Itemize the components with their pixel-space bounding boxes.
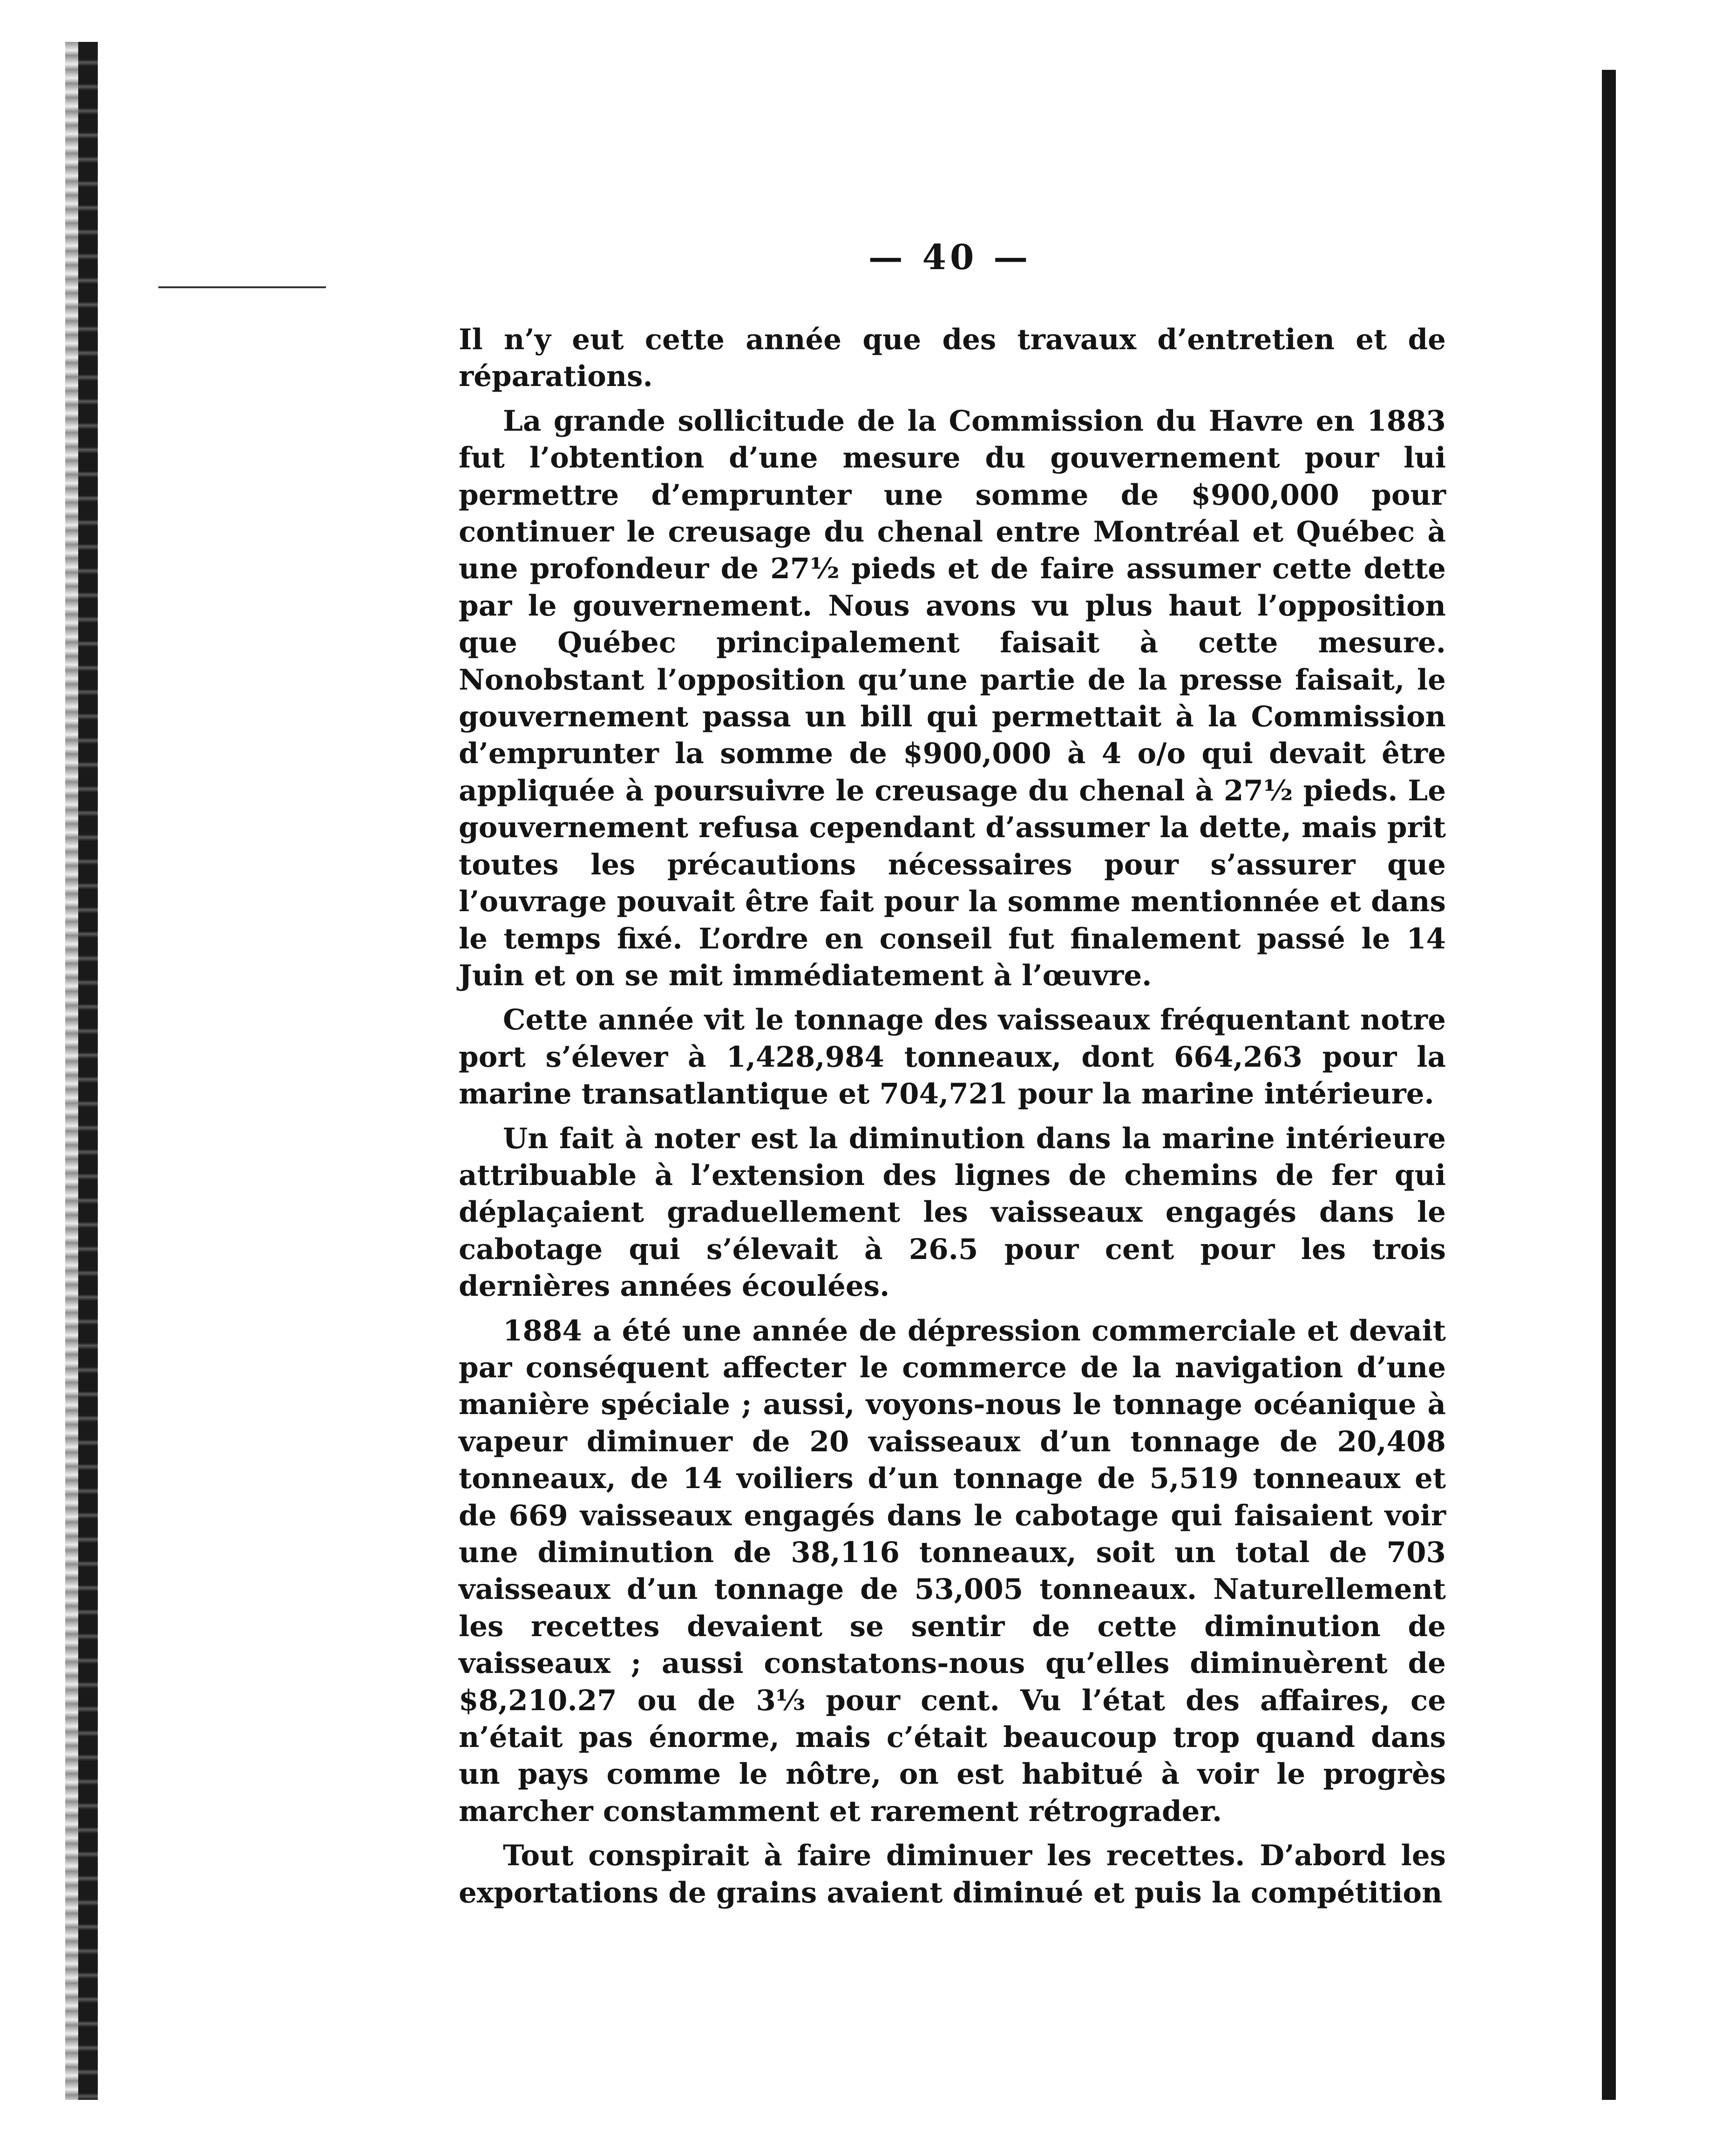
- scan-edge-right: [1602, 70, 1616, 2100]
- scan-mark: [158, 286, 326, 288]
- paragraph-1: Il n’y eut cette année que des travaux d’entretien et de réparations.: [459, 323, 1446, 393]
- scan-edge-shadow: [65, 42, 78, 2100]
- scan-edge-left: [78, 42, 98, 2100]
- body-text: [459, 321, 1446, 1919]
- paragraph-5: 1884 a été une année de dépression commerciale et devait par conséquent affecter le commerce de la navigation d’une manière spéciale ; aussi, voyons-nous le tonnage océanique à vapeur diminuer de 20 vaisseaux d’un tonnage de 20,408 tonneaux, de 14 voiliers d’un tonnage de 5,519 tonneaux et de 669 vaisseaux engagés dans le cabotage qui faisaient voir une diminution de 38,116 tonneaux, soit un total de 703 vaisseaux d’un tonnage de 53,005 tonneaux. Naturellement les recettes devaient se sentir de cette diminution de vaisseaux ; aussi constatons-nous qu’elles diminuèrent de $8,210.27 ou de 3⅓ pour cent. Vu l’état des affaires, ce n’était pas énorme, mais c’était beaucoup trop quand dans un pays comme le nôtre, on est habitué à voir le progrès marcher constamment et rarement rétrograder.: [459, 1314, 1446, 1828]
- paragraph-2: La grande sollicitude de la Commission du Havre en 1883 fut l’obtention d’une mesure du gouvernement pour lui permettre d’emprunter une somme de $900,000 pour continuer le creusage du chenal entre Montréal et Québec à une profondeur de 27½ pieds et de faire assumer cette dette par le gouvernement. Nous avons vu plus haut l’opposition que Québec principalement faisait à cette mesure. Nonobstant l’opposition qu’une partie de la presse faisait, le gouvernement passa un bill qui permettait à la Commission d’emprunter la somme de $900,000 à 4 o/o qui devait être appliquée à poursuivre le creusage du chenal à 27½ pieds. Le gouvernement refusa cependant d’assumer la dette, mais prit toutes les précautions nécessaires pour s’assurer que l’ouvrage pouvait être fait pour la somme mentionnée et dans le temps fixé. L’ordre en conseil fut finalement passé le 14 Juin et on se mit immédiatement à l’œuvre.: [459, 404, 1446, 992]
- paragraph-6: Tout conspirait à faire diminuer les recettes. D’abord les exportations de grains avaient diminué et puis la compétition: [459, 1839, 1446, 1909]
- paragraph-3: Cette année vit le tonnage des vaisseaux fréquentant notre port s’élever à 1,428,984 tonneaux, dont 664,263 pour la marine transatlantique et 704,721 pour la marine intérieure.: [459, 1003, 1446, 1111]
- paragraph-4: Un fait à noter est la diminution dans la marine intérieure attribuable à l’extension des lignes de chemins de fer qui déplaçaient graduellement les vaisseaux engagés dans le cabotage qui s’élevait à 26.5 pour cent pour les trois dernières années écoulées.: [459, 1122, 1446, 1303]
- page-number: — 40 —: [868, 237, 1032, 277]
